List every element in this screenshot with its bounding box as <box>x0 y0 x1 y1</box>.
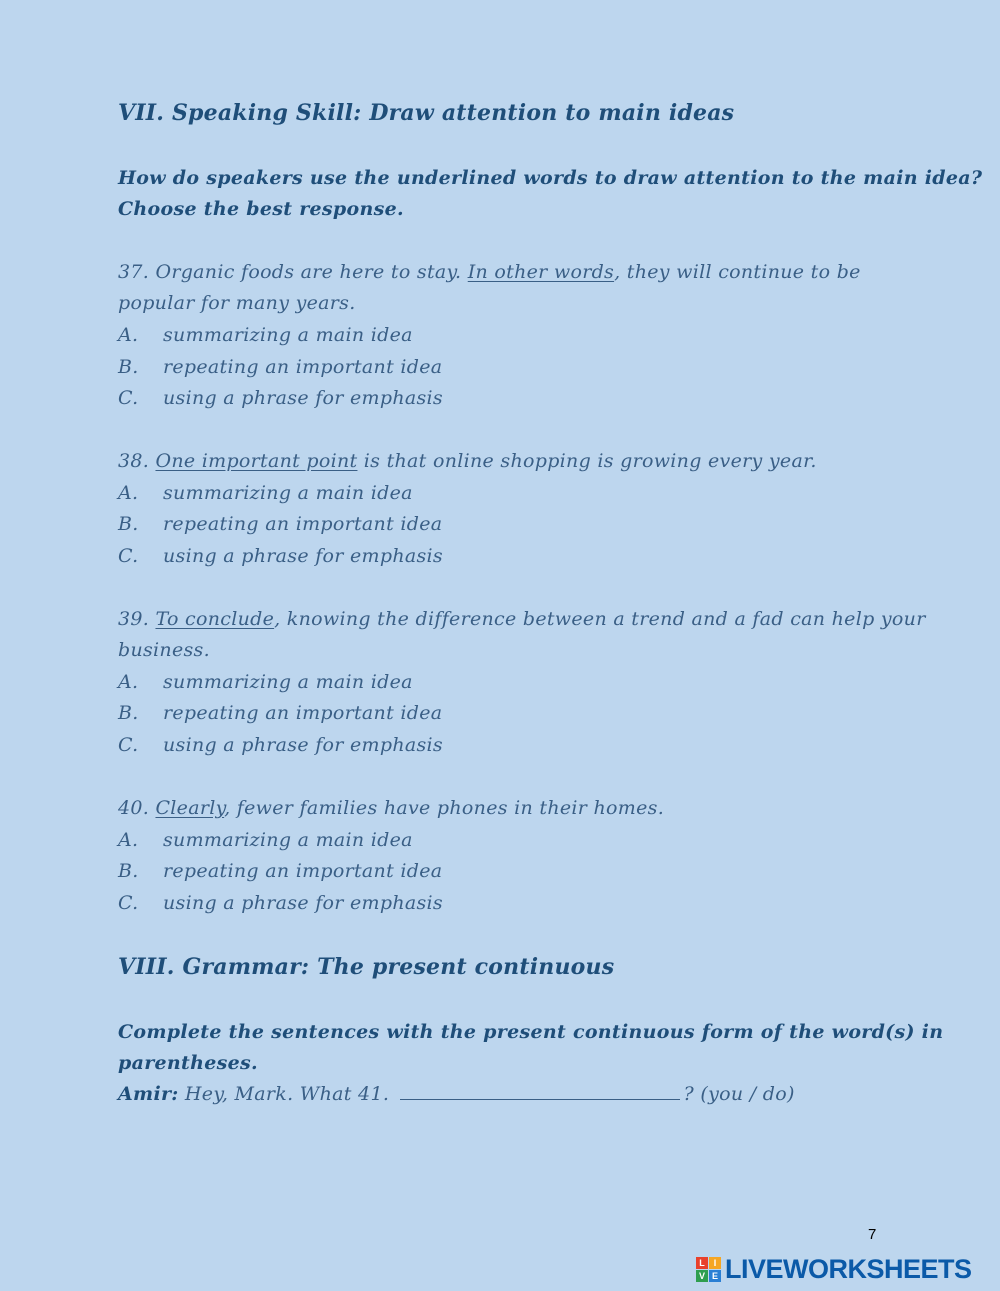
section-8-heading: VIII. Grammar: The present continuous <box>118 954 615 980</box>
question-38-prefix: 38. <box>118 450 156 472</box>
question-39-line-2: business. <box>118 639 210 661</box>
option-letter: C. <box>118 892 139 914</box>
liveworksheets-logo <box>696 1254 972 1285</box>
dialogue-suffix: ? (you / do) <box>683 1083 795 1105</box>
question-38-option-b[interactable] <box>118 513 898 535</box>
question-39-underlined: To conclude <box>155 608 275 630</box>
question-37-option-a[interactable] <box>118 324 898 346</box>
question-40-option-b[interactable] <box>118 860 898 882</box>
dialogue-line-amir <box>118 1083 898 1105</box>
option-text: repeating an important idea <box>163 356 443 378</box>
logo-letter: V <box>696 1270 708 1282</box>
question-40-suffix: , fewer families have phones in their homes. <box>224 797 665 819</box>
option-letter: C. <box>118 734 139 756</box>
question-40-line-1 <box>118 797 898 819</box>
page-number: 7 <box>868 1226 877 1243</box>
option-text: repeating an important idea <box>163 860 443 882</box>
dialogue-prefix: Hey, Mark. What 41. <box>178 1083 396 1105</box>
question-37-line-1 <box>118 261 898 283</box>
question-40-prefix: 40. <box>118 797 156 819</box>
question-37-suffix: , they will continue to be <box>614 261 861 283</box>
option-letter: C. <box>118 545 139 567</box>
question-38-option-a[interactable] <box>118 482 898 504</box>
option-letter: A. <box>118 829 139 851</box>
option-text: repeating an important idea <box>163 513 443 535</box>
question-37-prefix: 37. Organic foods are here to stay. <box>118 261 468 283</box>
option-text: summarizing a main idea <box>163 671 413 693</box>
option-text: summarizing a main idea <box>163 829 413 851</box>
option-letter: A. <box>118 482 139 504</box>
option-text: using a phrase for emphasis <box>163 545 443 567</box>
logo-letter: I <box>709 1257 721 1269</box>
question-37-option-c[interactable] <box>118 387 898 409</box>
question-38-line-1 <box>118 450 898 472</box>
question-40-option-c[interactable] <box>118 892 898 914</box>
section-7-instruction-line-2: Choose the best response. <box>118 198 404 220</box>
question-40-underlined: Clearly <box>155 797 225 819</box>
question-39-option-b[interactable] <box>118 702 898 724</box>
section-8-instruction-line-1: Complete the sentences with the present continuous form of the word(s) in <box>118 1021 944 1043</box>
option-letter: C. <box>118 387 139 409</box>
logo-letter: L <box>696 1257 708 1269</box>
option-text: using a phrase for emphasis <box>163 387 443 409</box>
section-7-heading: VII. Speaking Skill: Draw attention to main ideas <box>118 100 735 126</box>
live-logo-icon <box>696 1257 721 1282</box>
option-text: repeating an important idea <box>163 702 443 724</box>
option-letter: B. <box>118 356 139 378</box>
question-39-line-1 <box>118 608 926 630</box>
question-39-option-a[interactable] <box>118 671 898 693</box>
option-letter: A. <box>118 671 139 693</box>
question-38-option-c[interactable] <box>118 545 898 567</box>
section-7-instruction-line-1: How do speakers use the underlined words to draw attention to the main idea? <box>118 167 983 189</box>
question-38-underlined: One important point <box>155 450 358 472</box>
option-letter: B. <box>118 860 139 882</box>
question-37-line-2: popular for many years. <box>118 292 356 314</box>
option-text: summarizing a main idea <box>163 482 413 504</box>
brand-name: LIVEWORKSHEETS <box>725 1254 972 1284</box>
question-38-suffix: is that online shopping is growing every year. <box>357 450 817 472</box>
question-40-option-a[interactable] <box>118 829 898 851</box>
answer-blank-41[interactable] <box>400 1085 680 1100</box>
question-39-option-c[interactable] <box>118 734 898 756</box>
question-39-suffix: , knowing the difference between a trend and a fad can help your <box>274 608 926 630</box>
section-8-instruction-line-2: parentheses. <box>118 1052 258 1074</box>
option-letter: B. <box>118 702 139 724</box>
option-letter: B. <box>118 513 139 535</box>
speaker-name: Amir: <box>118 1083 179 1105</box>
option-text: using a phrase for emphasis <box>163 892 443 914</box>
option-text: summarizing a main idea <box>163 324 413 346</box>
question-37-underlined: In other words <box>467 261 615 283</box>
option-letter: A. <box>118 324 139 346</box>
option-text: using a phrase for emphasis <box>163 734 443 756</box>
question-39-prefix: 39. <box>118 608 156 630</box>
logo-letter: E <box>709 1270 721 1282</box>
question-37-option-b[interactable] <box>118 356 898 378</box>
